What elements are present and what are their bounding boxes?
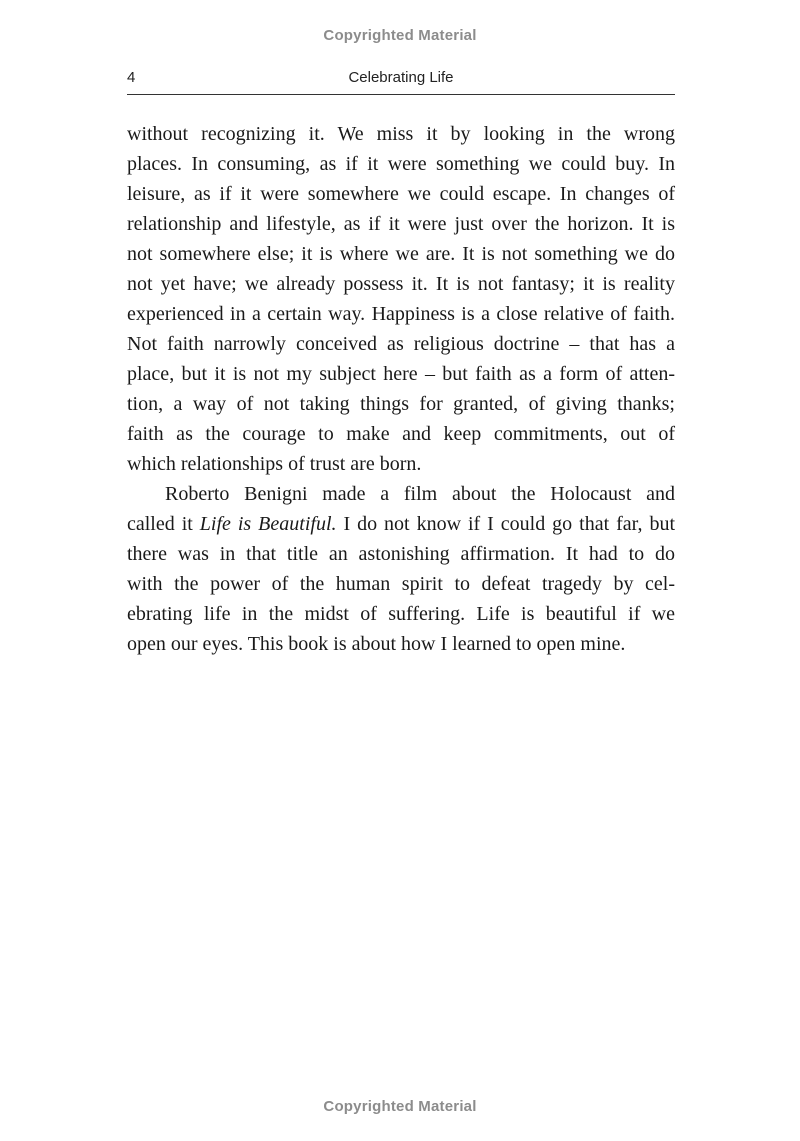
text-line: leisure, as if it were somewhere we could escape. In changes of (127, 183, 675, 205)
copyright-watermark-top: Copyrighted Material (323, 27, 477, 44)
text-line: not somewhere else; it is where we are. It is not something we do (127, 243, 675, 265)
text-line: open our eyes. This book is about how I learned to open mine. (127, 633, 626, 655)
body-text (127, 119, 675, 659)
text-line: tion, a way of not taking things for granted, of giving thanks; (127, 393, 675, 415)
text-line: experienced in a certain way. Happiness is a close relative of faith. (127, 303, 675, 325)
text-line: places. In consuming, as if it were something we could buy. In (127, 153, 675, 175)
text-line: place, but it is not my subject here – but faith as a form of atten- (127, 363, 675, 385)
text-line: there was in that title an astonishing affirmation. It had to do (127, 543, 675, 565)
text-line: Roberto Benigni made a film about the Holocaust and (165, 483, 675, 505)
paragraph-1 (127, 119, 675, 479)
running-header (127, 66, 675, 95)
running-title: Celebrating Life (348, 69, 454, 86)
text-line: without recognizing it. We miss it by looking in the wrong (127, 123, 675, 145)
text-line: relationship and lifestyle, as if it were just over the horizon. It is (127, 213, 675, 235)
text-line: which relationships of trust are born. (127, 453, 422, 475)
copyright-watermark-bottom: Copyrighted Material (323, 1098, 477, 1115)
text-line: Not faith narrowly conceived as religious doctrine – that has a (127, 333, 675, 355)
text-fragment: called it (127, 513, 200, 535)
text-line: faith as the courage to make and keep commitments, out of (127, 423, 675, 445)
text-line: with the power of the human spirit to defeat tragedy by cel- (127, 573, 675, 595)
text-line-with-title (127, 509, 675, 539)
text-fragment: I do not know if I could go that far, but (336, 513, 676, 535)
paragraph-2 (127, 479, 675, 659)
text-line: not yet have; we already possess it. It is not fantasy; it is reality (127, 273, 675, 295)
page-number: 4 (127, 69, 136, 86)
text-line: ebrating life in the midst of suffering. Life is beautiful if we (127, 603, 675, 625)
film-title: Life is Beautiful. (199, 513, 337, 535)
